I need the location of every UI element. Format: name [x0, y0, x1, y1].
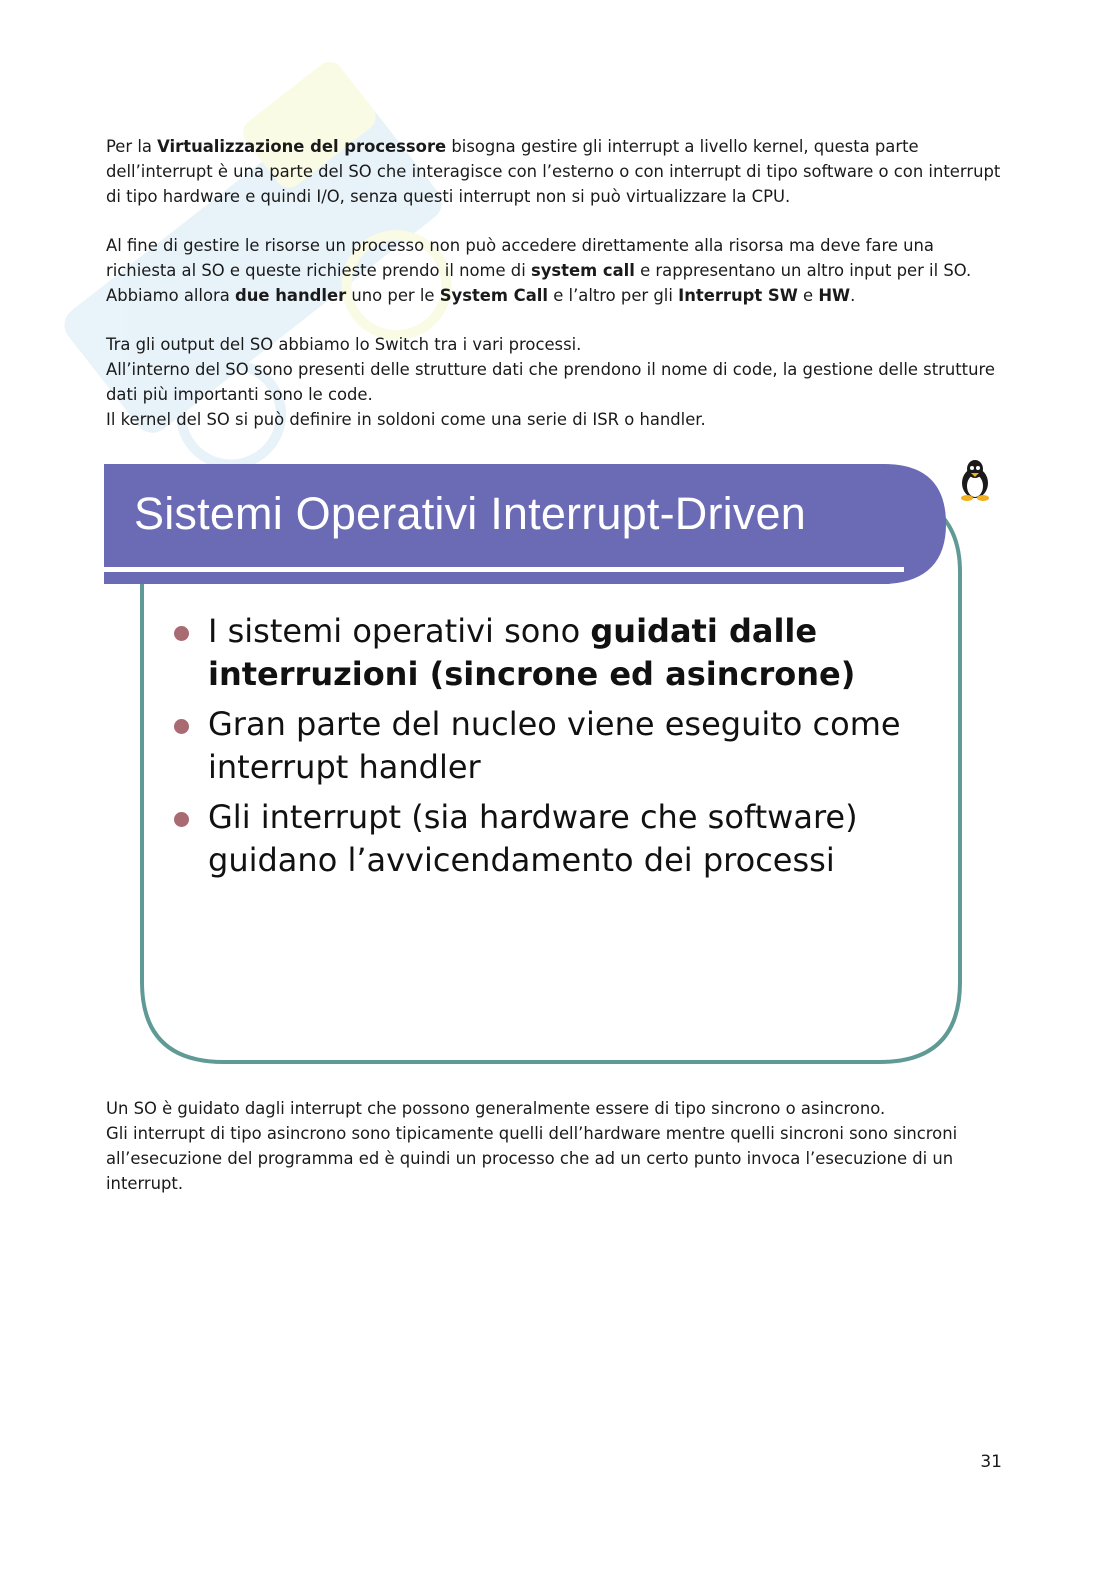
text-span: uno per le [346, 286, 440, 305]
bold-text: System Call [439, 286, 549, 305]
slide-bullet-3 [174, 796, 934, 882]
bold-text: due handler [235, 286, 347, 305]
text-span: Al fine di gestire le risorse un processo non può accedere direttamente alla risorsa ma deve fare una richiesta al SO e queste richieste prendo il nome di [106, 236, 934, 280]
bold-text: Interrupt SW [678, 286, 798, 305]
slide-header-white-line [104, 567, 904, 572]
paragraph-asincrono: Gli interrupt di tipo asincrono sono tipicamente quelli dell’hardware mentre quelli sincroni sono sincroni all’esecuzione del programma ed è quindi un processo che ad un certo punto invoca l’esecuzione di un interrupt. [106, 1124, 958, 1193]
text-span: Per la [106, 137, 158, 156]
bullet-dot [174, 626, 189, 641]
bullet-dot [174, 719, 189, 734]
paragraph-block-3 [106, 332, 1006, 432]
paragraph-virtualizzazione [106, 134, 1006, 209]
slide-interrupt-driven [104, 462, 974, 1074]
paragraph-handler [106, 283, 1006, 308]
text-span: e l’altro per gli [548, 286, 679, 305]
slide-bullet-1 [174, 610, 934, 696]
text-span: e rappresentano un altro input per il SO. [634, 261, 972, 280]
text-span: Gran parte del nucleo viene eseguito come interrupt handler [208, 705, 901, 786]
slide-bullet-2 [174, 703, 934, 789]
bold-text: Virtualizzazione del processore [157, 137, 447, 156]
bold-text: guidati dalle interruzioni (sincrone ed asincrone) [208, 612, 856, 693]
slide-bullet-list [174, 610, 934, 889]
bold-text: system call [530, 261, 635, 280]
text-span: e [797, 286, 819, 305]
paragraph-switch: Tra gli output del SO abbiamo lo Switch tra i vari processi. [106, 335, 582, 354]
bullet-dot [174, 812, 189, 827]
page-number: 31 [980, 1452, 1002, 1472]
text-span: . [850, 286, 856, 305]
paragraph-kernel: Il kernel del SO si può definire in soldoni come una serie di ISR o handler. [106, 410, 706, 429]
tux-penguin-icon [955, 459, 995, 501]
text-span: Abbiamo allora [106, 286, 235, 305]
paragraph-system-call [106, 233, 1006, 283]
text-span: I sistemi operativi sono [208, 612, 591, 650]
slide-title: Sistemi Operativi Interrupt-Driven [134, 488, 807, 539]
bold-text: HW [818, 286, 851, 305]
paragraph-block-4 [106, 1096, 1006, 1196]
text-span: bisogna gestire gli interrupt a livello kernel, questa parte dell’interrupt è una parte del SO che interagisce con l’esterno o con interrupt di tipo software o con interrupt di tipo hardware e quindi I/O, senza questi interrupt non si può virtualizzare la CPU. [106, 137, 1001, 206]
paragraph-block-1 [106, 134, 1006, 209]
text-span: Gli interrupt (sia hardware che software) guidano l’avvicendamento dei processi [208, 798, 858, 879]
paragraph-sincrono: Un SO è guidato dagli interrupt che possono generalmente essere di tipo sincrono o asincrono. [106, 1099, 886, 1118]
paragraph-code: All’interno del SO sono presenti delle strutture dati che prendono il nome di code, la gestione delle strutture dati più importanti sono le code. [106, 360, 995, 404]
paragraph-block-2 [106, 233, 1006, 308]
